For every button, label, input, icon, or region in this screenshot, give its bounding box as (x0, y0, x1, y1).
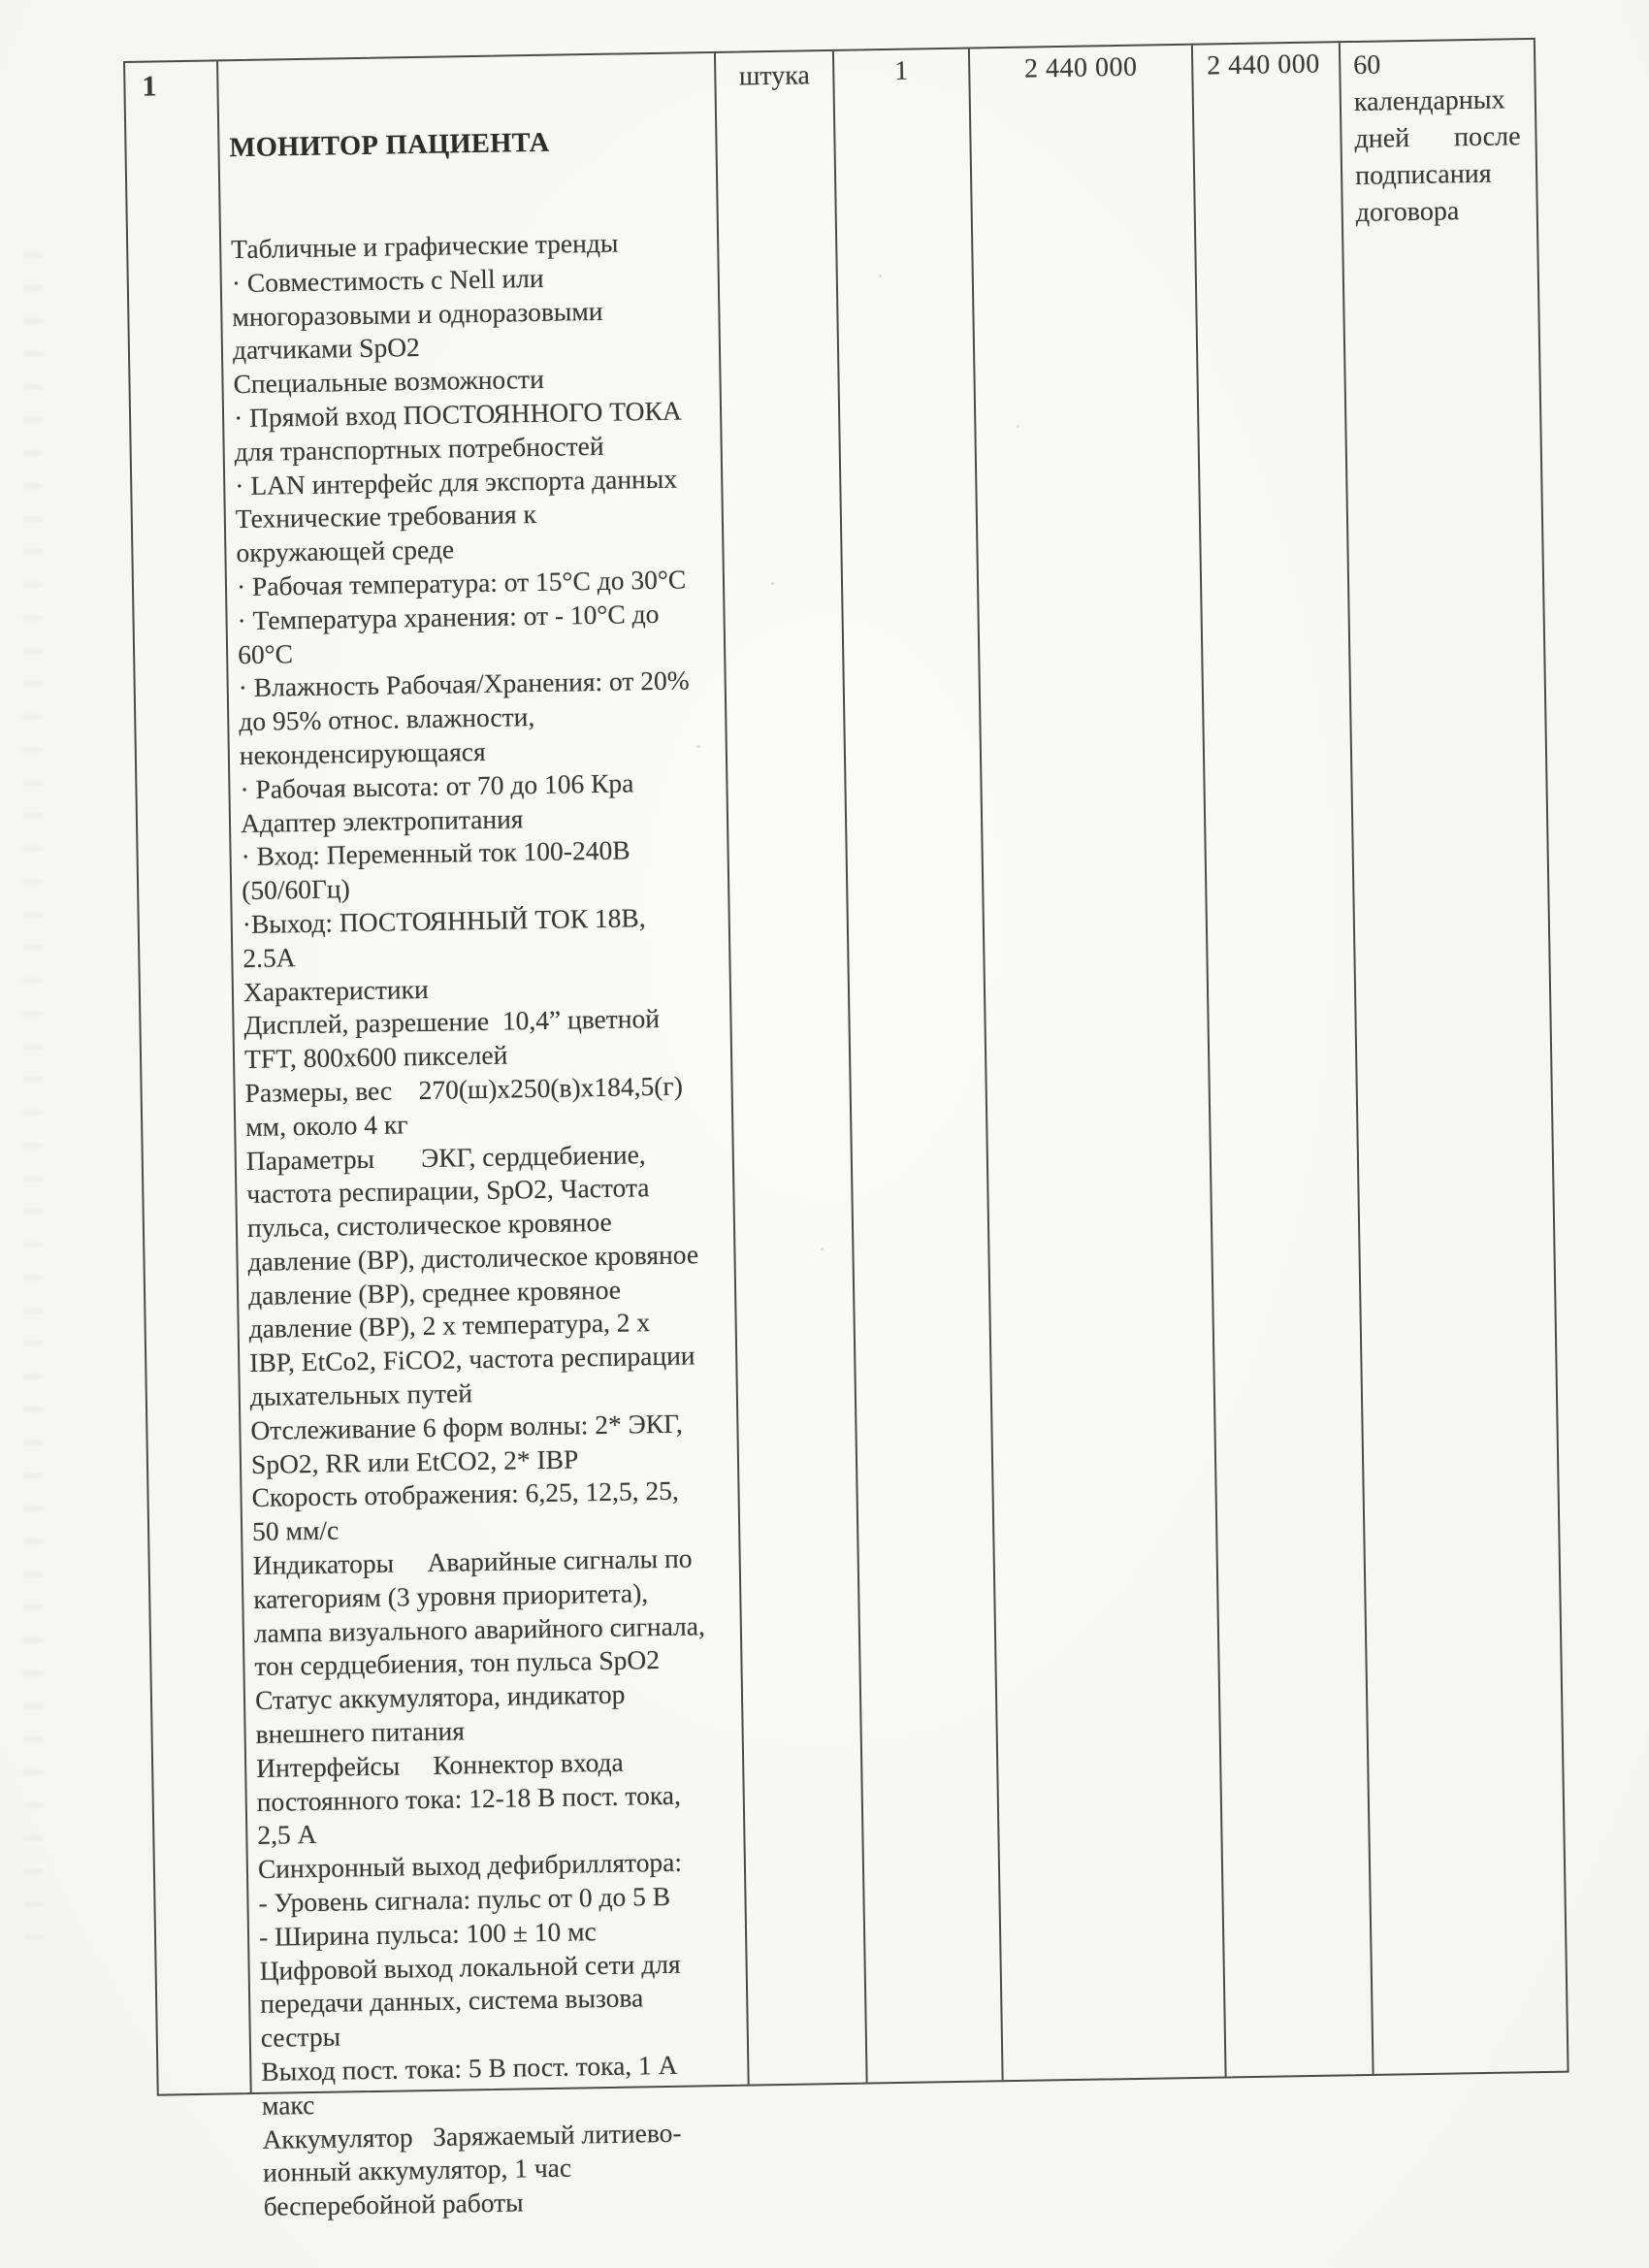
description-line: - Ширина пульса: 100 ± 10 мс (258, 1916, 597, 1952)
item-title: МОНИТОР ПАЦИЕНТА (229, 127, 550, 163)
description-line: · Вход: Переменный ток 100-240В (241, 834, 630, 872)
row-number: 1 (142, 70, 157, 103)
description-line: Интерфейсы Коннектор входа (255, 1746, 624, 1783)
description-cell (218, 53, 750, 2222)
unit-value: штука (738, 60, 811, 92)
description-line: 2.5А (242, 941, 296, 973)
description-line: 50 мм/с (251, 1514, 340, 1547)
description-line: · Влажность Рабочая/Хранения: от 20% (238, 664, 690, 703)
total-price-value: 2 440 000 (1206, 49, 1320, 81)
description-line: давление (BP), дистолическое кровяное (247, 1239, 699, 1277)
description-line: · Совместимость с Nell или (231, 262, 544, 298)
specification-table (123, 38, 1569, 2222)
description-line: Технические требования к (235, 499, 537, 535)
description-line: многоразовыми и одноразовыми (232, 295, 603, 332)
description-line: · Рабочая температура: от 15°С до 30°С (236, 564, 687, 602)
description-line: Параметры ЭКГ, сердцебиение, (245, 1138, 646, 1176)
description-line: бесперебойной работы (263, 2187, 524, 2222)
description-line: Характеристики (242, 973, 429, 1007)
description-line: · Температура хранения: от - 10°С до (237, 598, 660, 635)
description-line: SpO2, RR или EtCO2, 2* IBP (250, 1443, 579, 1479)
description-line: · Рабочая высота: от 70 до 106 Кра (240, 767, 634, 804)
description-line: давление (BP), среднее кровяное (247, 1274, 622, 1311)
description-line: Отслеживание 6 форм волны: 2* ЭКГ, (250, 1408, 683, 1445)
description-line: пульса, систолическое кровяное (246, 1206, 613, 1244)
description-line: Цифровой выход локальной сети для (259, 1948, 681, 1986)
description-line: сестры (260, 2021, 341, 2054)
description-line: Индикаторы Аварийные сигналы по (252, 1542, 693, 1581)
description-line: постоянного тока: 12-18 В пост. тока, (256, 1779, 682, 1817)
delivery-term-cell (1341, 40, 1568, 2074)
description-line: ионный аккумулятор, 1 час (262, 2153, 572, 2188)
description-line: Дисплей, разрешение 10,4” цветной (243, 1003, 661, 1041)
description-line: частота респирации, SpO2, Частота (246, 1172, 650, 1210)
table-skew-wrapper (123, 38, 1569, 2222)
description-line: Специальные возможности (233, 364, 545, 400)
unit-price-value: 2 440 000 (1023, 51, 1138, 84)
description-line: (50/60Гц) (241, 873, 351, 906)
description-line: - Уровень сигнала: пульс от 0 до 5 В (258, 1880, 671, 1918)
description-line: окружающей среде (236, 534, 455, 568)
description-line: ·Выход: ПОСТОЯННЫЙ ТОК 18В, (242, 902, 646, 940)
description-line: до 95% относ. влажности, (239, 701, 535, 737)
description-line: категориям (3 уровня приоритета), (253, 1577, 649, 1614)
description-line: TFT, 800х600 пикселей (243, 1039, 508, 1075)
delivery-term-value: 60 календарных дней после подписания договора (1352, 49, 1521, 228)
description-line: Размеры, вес 270(ш)х250(в)х184,5(г) (244, 1070, 684, 1108)
description-line: тон сердцебиения, тон пульса SpO2 (254, 1644, 661, 1682)
description-line: Выход пост. тока: 5 В пост. тока, 1 А (261, 2049, 678, 2087)
description-line: 2,5 А (257, 1819, 317, 1851)
unit-price-cell (970, 46, 1227, 2081)
description-line: Табличные и графические тренды (230, 227, 619, 265)
description-line: внешнего питания (255, 1715, 466, 1750)
description-line: макс (261, 2089, 315, 2121)
description-line: для транспортных потребностей (234, 430, 604, 467)
quantity-value: 1 (894, 55, 909, 86)
description-line: давление (BP), 2 х температура, 2 х (248, 1307, 651, 1345)
description-line: 60°С (237, 637, 294, 669)
description-lines (231, 225, 744, 2224)
description-line: · LAN интерфейс для экспорта данных (235, 463, 678, 501)
description-line: мм, около 4 кг (244, 1108, 408, 1142)
description-line: Синхронный выход дефибриллятора: (257, 1846, 683, 1885)
description-line: IBP, EtCo2, FiCO2, частота респирации (249, 1340, 695, 1378)
description-line: Адаптер электропитания (240, 802, 524, 838)
description-line: Аккумулятор Заряжаемый литиево- (262, 2117, 682, 2155)
scan-smudge (23, 252, 43, 1950)
description-line: · Прямой вход ПОСТОЯННОГО ТОКА (233, 395, 682, 434)
description-line: неконденсирующаяся (239, 735, 486, 771)
description-line: Статус аккумулятора, индикатор (254, 1678, 626, 1716)
description-line: передачи данных, система вызова (259, 1982, 644, 2020)
description-line: лампа визуального аварийного сигнала, (253, 1609, 706, 1648)
description-line: Скорость отображения: 6,25, 12,5, 25, (251, 1475, 679, 1513)
description-line: датчиками SpO2 (232, 332, 421, 366)
description-line: дыхательных путей (249, 1377, 473, 1412)
